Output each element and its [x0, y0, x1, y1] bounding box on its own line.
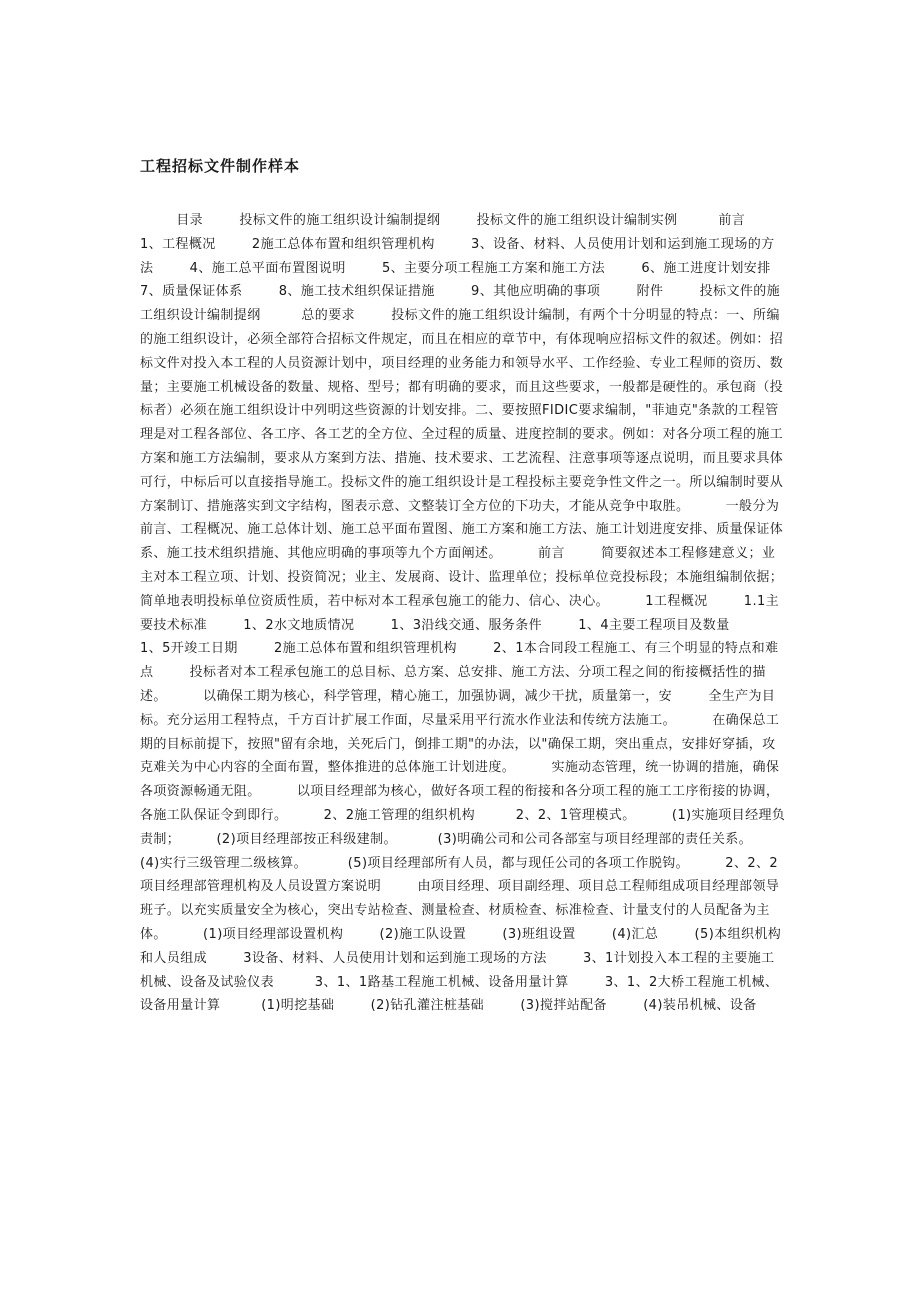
document-body: 目录 投标文件的施工组织设计编制提纲 投标文件的施工组织设计编制实例 前言 1、工程概况 2施工总体布置和组织管理机构 3、设备、材料、人员使用计划和运到施工现场的方法 4、施工总平面布置图说明 5、主要分项工程施工方案和施工方法 6、施工进度计划安排 7、质量保证体系 8、施工技术组织保证措施 9、其他应明确的事项 附件 投标文件的施工组织设计编制提纲 总的要求 投标文件的施工组织设计编制，有两个十分明显的特点：一、所编的施工组织设计，必须全部符合招标文件规定，而且在相应的章节中，有体现响应招标文件的叙述。例如：招标文件对投入本工程的人员资源计划中，项目经理的业务能力和领导水平、工作经验、专业工程师的资历、数量；主要施工机械设备的数量、规格、型号；都有明确的要求，而且这些要求，一般都是硬性的。承包商（投标者）必须在施工组织设计中列明这些资源的计划安排。二、要按照FIDIC要求编制，"菲迪克"条款的工程管理是对工程各部位、各工序、各工艺的全方位、全过程的质量、进度控制的要求。例如：对各分项工程的施工方案和施工方法编制，要求从方案到方法、措施、技术要求、工艺流程、注意事项等逐点说明，而且要求具体可行，中标后可以直接指导施工。投标文件的施工组织设计是工程投标主要竞争性文件之一。所以编制时要从方案制订、措施落实到文字结构，图表示意、文整装订全方位的下功夫，才能从竞争中取胜。 一般分为前言、工程概况、施工总体计划、施工总平面布置图、施工方案和施工方法、施工计划进度安排、质量保证体系、施工技术组织措施、其他应明确的事项等九个方面阐述。 前言 简要叙述本工程修建意义；业主对本工程立项、计划、投资简况；业主、发展商、设计、监理单位；投标单位竞投标段；本施组编制依据；简单地表明投标单位资质性质，若中标对本工程承包施工的能力、信心、决心。 1工程概况 1.1主要技术标准 1、2水文地质情况 1、3沿线交通、服务条件 1、4主要工程项目及数量 1、5开竣工日期 2施工总体布置和组织管理机构 2、1本合同段工程施工、有三个明显的特点和难点 投标者对本工程承包施工的总目标、总方案、总安排、施工方法、分项工程之间的衔接概括性的描述。 以确保工期为核心，科学管理，精心施工，加强协调，减少干扰，质量第一，安 全生产为目标。充分运用工程特点，千方百计扩展工作面，尽量采用平行流水作业法和传统方法施工。 在确保总工期的目标前提下，按照"留有余地，关死后门，倒排工期"的办法，以"确保工期，突出重点，安排好穿插，攻克难关为中心内容的全面布置，整体推进的总体施工计划进度。 实施动态管理，统一协调的措施，确保各项资源畅通无阻。 以项目经理部为核心，做好各项工程的衔接和各分项工程的施工工序衔接的协调，各施工队保证令到即行。 2、2施工管理的组织机构 2、2、1管理模式。 (1)实施项目经理负责制； (2)项目经理部按正科级建制。 (3)明确公司和公司各部室与项目经理部的责任关系。 (4)实行三级管理二级核算。 (5)项目经理部所有人员，都与现任公司的各项工作脱钩。 2、2、2项目经理部管理机构及人员设置方案说明 由项目经理、项目副经理、项目总工程师组成项目经理部领导班子。以充实质量安全为核心，突出专站检查、测量检查、材质检查、标准检查、计量支付的人员配备为主体。 (1)项目经理部设置机构 (2)施工队设置 (3)班组设置 (4)汇总 (5)本组织机构和人员组成 3设备、材料、人员使用计划和运到施工现场的方法 3、1计划投入本工程的主要施工机械、设备及试验仪表 3、1、1路基工程施工机械、设备用量计算 3、1、2大桥工程施工机械、设备用量计算 (1)明挖基础 (2)钻孔灌注桩基础 (3)搅拌站配备 (4)装吊机械、设备	[140, 213, 807, 1014]
document-title: 工程招标文件制作样本	[140, 157, 301, 175]
